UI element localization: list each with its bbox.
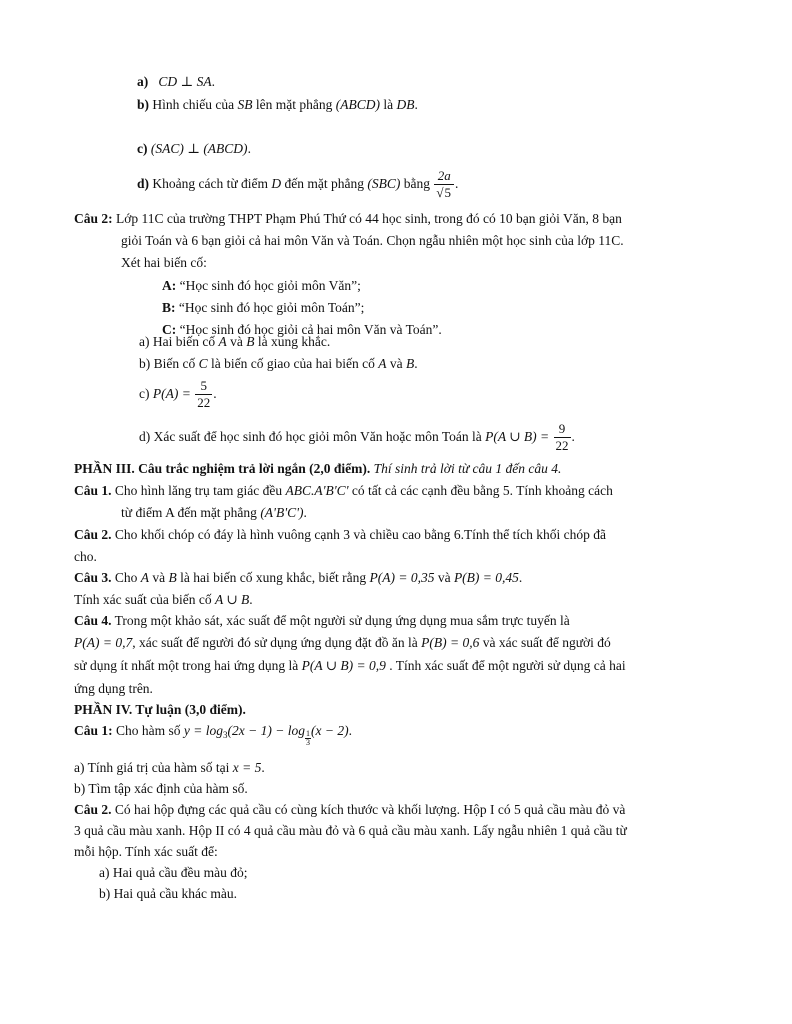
text: và [152, 570, 166, 585]
math: (A'B'C') [260, 505, 304, 520]
denominator: 3 [305, 738, 310, 747]
text: d) Xác suất để học sinh đó học giỏi môn Văn hoặc môn Toán là [139, 429, 482, 444]
p4-q1-b: b) Tìm tập xác định của hàm số. [74, 781, 248, 796]
option-label: b) [137, 97, 150, 112]
text: Cho [114, 570, 138, 585]
text: sử dụng ít nhất một trong hai ứng dụng là [74, 658, 299, 673]
math: B [168, 570, 177, 585]
event-label: B: [162, 300, 176, 315]
math: A ∪ B [214, 592, 250, 607]
event-label: C: [162, 322, 177, 337]
fraction [554, 421, 571, 454]
p4-q2-line1 [74, 801, 625, 819]
math: P(A ∪ B) = [485, 429, 550, 444]
text: từ điểm A đến mặt phẳng [121, 505, 257, 520]
q2-option-a [139, 333, 330, 351]
p3-q3-line2: Tính xác suất của biến cố A ∪ B. [74, 592, 253, 607]
math: C [198, 356, 208, 371]
heading: PHẦN III. Câu trắc nghiệm trả lời ngắn (2,0 điểm). [74, 461, 371, 476]
text: và [389, 356, 403, 371]
p3-q1-line1 [74, 482, 613, 500]
math-expression: (SAC) ⊥ (ABCD) [150, 141, 248, 156]
text: b) Biến cố [139, 356, 196, 371]
text: và xác suất để người đó [482, 635, 611, 650]
p4-q1-a: a) Tính giá trị của hàm số tại x = 5. [74, 760, 265, 775]
p3-q1-line2: từ điểm A đến mặt phẳng (A'B'C'). [121, 505, 307, 520]
question-label: Câu 2. [74, 527, 112, 542]
fraction [434, 168, 454, 201]
math: P(B) = 0,6 [421, 635, 480, 650]
p3-q4-line3 [74, 657, 626, 675]
text: , xác suất để người đó sử dụng ứng dụng đặt đồ ăn là [132, 635, 418, 650]
part3-heading [74, 460, 561, 478]
text: Cho khối chóp có đáy là hình vuông cạnh [114, 527, 340, 542]
text: a) Hai biến cố [139, 334, 216, 349]
text: và [230, 334, 243, 349]
p4-q1-line1: Câu 1: Cho hàm số $y = \log_3(2x - 1) - \log$ $\frac{1}{3}$ (x − 2). [74, 723, 352, 747]
text: Khoảng cách từ điểm [152, 176, 269, 191]
math: P(A) = 0,35 [369, 570, 435, 585]
q2-line1 [74, 210, 622, 228]
math: D [271, 176, 282, 191]
math: P(A) = 0,7 [74, 635, 133, 650]
part4-heading: PHẦN IV. Tự luận (3,0 điểm). [74, 702, 246, 717]
text: “Học sinh đó học giỏi môn Toán”; [178, 300, 365, 315]
p3-q4-line4: ứng dụng trên. [74, 681, 153, 696]
p4-q2-a: a) Hai quả cầu đều màu đỏ; [99, 865, 248, 880]
math: B [246, 334, 255, 349]
question-label: Câu 1. [74, 483, 112, 498]
math: x = 5 [232, 760, 262, 775]
q2-option-b: b) Biến cố C là biến cố giao của hai biến cố A và B. [139, 356, 418, 371]
p3-q4-line1 [74, 612, 570, 630]
p4-q2-line2: 3 quả cầu màu xanh. Hộp II có 4 quả cầu màu đỏ và 6 quả cầu màu xanh. Lấy ngẫu nhiên 1 quả cầu từ [74, 823, 627, 838]
p3-q3-line1: Câu 3. Cho A và B là hai biến cố xung khắc, biết rằng P(A) = 0,35 và P(B) = 0,45. [74, 570, 523, 585]
option-label: a) [137, 74, 149, 89]
math: ABC.A'B'C' [285, 483, 349, 498]
math: y = log [183, 723, 224, 738]
p4-q2-line3: mỗi hộp. Tính xác suất để: [74, 844, 218, 859]
p3-q4-line2 [74, 634, 611, 652]
p3-q2-line2: cho. [74, 549, 97, 564]
math: P(A) = [152, 386, 191, 401]
text: . Tính xác suất để một người sử dụng cả hai [389, 658, 626, 673]
fraction [195, 378, 212, 411]
event-a [162, 277, 361, 295]
event-b [162, 299, 364, 317]
math: 3 [343, 527, 350, 542]
option-label: d) [137, 176, 150, 191]
text: c) [139, 386, 150, 401]
math: (x − 2) [310, 723, 349, 738]
question-label: Câu 2. [74, 802, 112, 817]
math-expression: CD ⊥ SA [158, 74, 212, 89]
question-label: Câu 1: [74, 723, 113, 738]
event-label: A: [162, 278, 177, 293]
math: SB [237, 97, 253, 112]
numerator: 2a [434, 168, 454, 185]
text: là [383, 97, 394, 112]
math: A [378, 356, 387, 371]
text: Cho hàm số [116, 723, 181, 738]
text: .Tính thể tích khối chóp đã [460, 527, 607, 542]
text: là biến cố giao của hai biến cố [211, 356, 375, 371]
q1-option-b: b) Hình chiếu của SB lên mặt phẳng (ABCD) là DB. [137, 97, 418, 112]
math: A [218, 334, 227, 349]
q2-line2: giỏi Toán và 6 bạn giỏi cả hai môn Văn và Toán. Chọn ngẫu nhiên một học sinh của lớp 11C. [121, 233, 624, 248]
question-label: Câu 2: [74, 211, 113, 226]
instruction-note: Thí sinh trả lời từ câu 1 đến câu 4. [373, 461, 562, 476]
denominator: 22 [555, 438, 569, 454]
text: Hình chiếu của [152, 97, 235, 112]
math: A [140, 570, 150, 585]
numerator: 1 [305, 729, 310, 738]
question-label: Câu 3. [74, 570, 112, 585]
denominator: 22 [197, 395, 211, 411]
text: Có hai hộp đựng các quả cầu có cùng kích thước và khối lượng. Hộp I có 5 quả cầu màu đỏ và [114, 802, 626, 817]
math: (SBC) [367, 176, 401, 191]
text: là xung khắc. [257, 334, 331, 349]
math: (2x − 1) − log [227, 723, 305, 738]
q2-option-c: c) P(A) = $\frac{5}{22}$ . [139, 378, 217, 411]
q2-line3: Xét hai biến cố: [121, 255, 207, 270]
math: P(A ∪ B) = 0,9 [301, 658, 386, 673]
q1-option-a: a) CD ⊥ SA. [137, 74, 215, 89]
text: “Học sinh đó học giỏi cả hai môn Văn và Toán”. [179, 322, 442, 337]
text: và chiều cao bằng [353, 527, 451, 542]
text: đến mặt phẳng [284, 176, 365, 191]
q1-option-c: c) (SAC) ⊥ (ABCD). [137, 141, 251, 156]
denominator: √5 [436, 185, 452, 201]
text: Trong một khảo sát, xác suất để một người sử dụng ứng dụng mua sắm trực tuyến là [114, 613, 570, 628]
p4-q2-b: b) Hai quả cầu khác màu. [99, 886, 237, 901]
text: bằng [403, 176, 431, 191]
numerator: 5 [195, 378, 212, 395]
numerator: 9 [554, 421, 571, 438]
math: P(B) = 0,45 [453, 570, 519, 585]
option-label: c) [137, 141, 148, 156]
text: có tất cả các cạnh đều bằng 5. Tính khoảng cách [351, 483, 613, 498]
q2-option-d: d) Xác suất để học sinh đó học giỏi môn Văn hoặc môn Toán là P(A ∪ B) = $\frac{9}{22}$ . [139, 421, 575, 454]
radicand: 5 [444, 185, 452, 201]
text: lên mặt phẳng [255, 97, 333, 112]
math: (ABCD) [335, 97, 380, 112]
question-label: Câu 4. [74, 613, 112, 628]
text: Tính xác suất của biến cố [74, 592, 212, 607]
text: và [437, 570, 451, 585]
text: Cho hình lăng trụ tam giác đều [114, 483, 283, 498]
text: a) Tính giá trị của hàm số tại [74, 760, 230, 775]
p3-q2-line1 [74, 526, 606, 544]
text: là hai biến cố xung khắc, biết rằng [180, 570, 367, 585]
text: “Học sinh đó học giỏi môn Văn”; [179, 278, 361, 293]
math: DB [396, 97, 415, 112]
math: 6 [453, 527, 461, 542]
math: B [405, 356, 415, 371]
q1-option-d: d) Khoảng cách từ điểm D đến mặt phẳng (SBC) bằng $\frac{2a}{√5}$ . [137, 168, 459, 201]
text: Lớp 11C của trường THPT Phạm Phú Thứ có 44 học sinh, trong đó có 10 bạn giỏi Văn, 8 bạn [116, 211, 622, 226]
log-base: 3 [223, 730, 228, 740]
